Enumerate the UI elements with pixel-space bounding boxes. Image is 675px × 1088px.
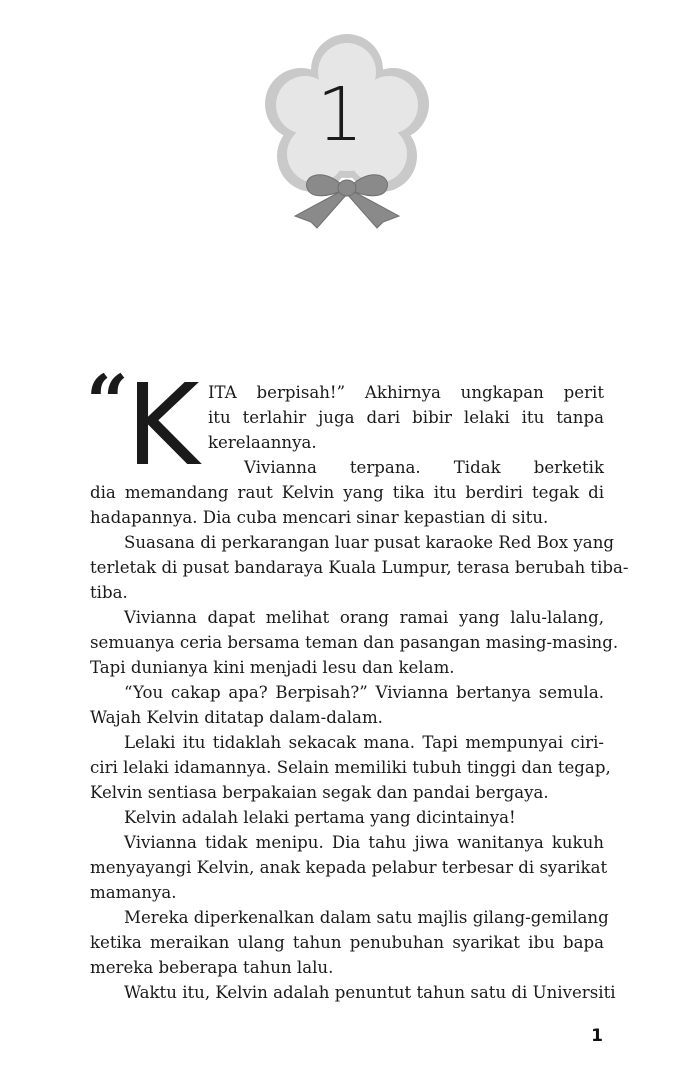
text-line: mereka beberapa tahun lalu. (90, 958, 334, 977)
text-line: tiba. (90, 583, 128, 602)
text-line: menyayangi Kelvin, anak kepada pelabur terbesar di syarikat (90, 858, 608, 877)
text-line: “You cakap apa? Berpisah?” Vivianna bertanya semula. (124, 683, 604, 702)
text-line: Vivianna terpana. Tidak berketik (244, 458, 604, 477)
opening-line: itu terlahir juga dari bibir lelaki itu tanpa (208, 408, 604, 427)
text-line: Lelaki itu tidaklah sekacak mana. Tapi mempunyai ciri- (124, 733, 604, 752)
text-line: Kelvin adalah lelaki pertama yang dicintainya! (124, 808, 516, 827)
text-line: ciri lelaki idamannya. Selain memiliki tubuh tinggi dan tegap, (90, 758, 611, 777)
opening-line: ITA berpisah!” Akhirnya ungkapan perit (208, 383, 604, 402)
page-number: 1 (591, 1026, 603, 1046)
chapter-number: 1 (316, 72, 364, 158)
text-line: Kelvin sentiasa berpakaian segak dan pandai bergaya. (90, 783, 549, 802)
text-line: semuanya ceria bersama teman dan pasangan masing-masing. (90, 633, 619, 652)
text-line: Waktu itu, Kelvin adalah penuntut tahun satu di Universiti (124, 983, 616, 1002)
text-line: Wajah Kelvin ditatap dalam-dalam. (90, 708, 383, 727)
text-line: hadapannya. Dia cuba mencari sinar kepastian di situ. (90, 508, 549, 527)
body-lines (90, 455, 629, 1005)
text-line: Tapi dunianya kini menjadi lesu dan kelam. (90, 658, 455, 677)
chapter-body (86, 360, 629, 1005)
text-line: Vivianna tidak menipu. Dia tahu jiwa wanitanya kukuh (124, 833, 604, 852)
chapter-badge (255, 28, 440, 233)
opening-paragraph (86, 360, 604, 491)
opening-line: kerelaannya. (208, 433, 317, 452)
text-line: dia memandang raut Kelvin yang tika itu berdiri tegak di (90, 483, 604, 502)
drop-quote-mark: “ (86, 360, 129, 446)
text-line: terletak di pusat bandaraya Kuala Lumpur, terasa berubah tiba- (90, 558, 629, 577)
text-line: ketika meraikan ulang tahun penubuhan syarikat ibu bapa (90, 933, 604, 952)
text-line: Mereka diperkenalkan dalam satu majlis gilang-gemilang (124, 908, 609, 927)
text-line: mamanya. (90, 883, 177, 902)
opening-lines (208, 380, 604, 455)
drop-cap-letter: K (126, 361, 200, 491)
text-line: Suasana di perkarangan luar pusat karaoke Red Box yang (124, 533, 615, 552)
text-line: Vivianna dapat melihat orang ramai yang lalu-lalang, (124, 608, 604, 627)
